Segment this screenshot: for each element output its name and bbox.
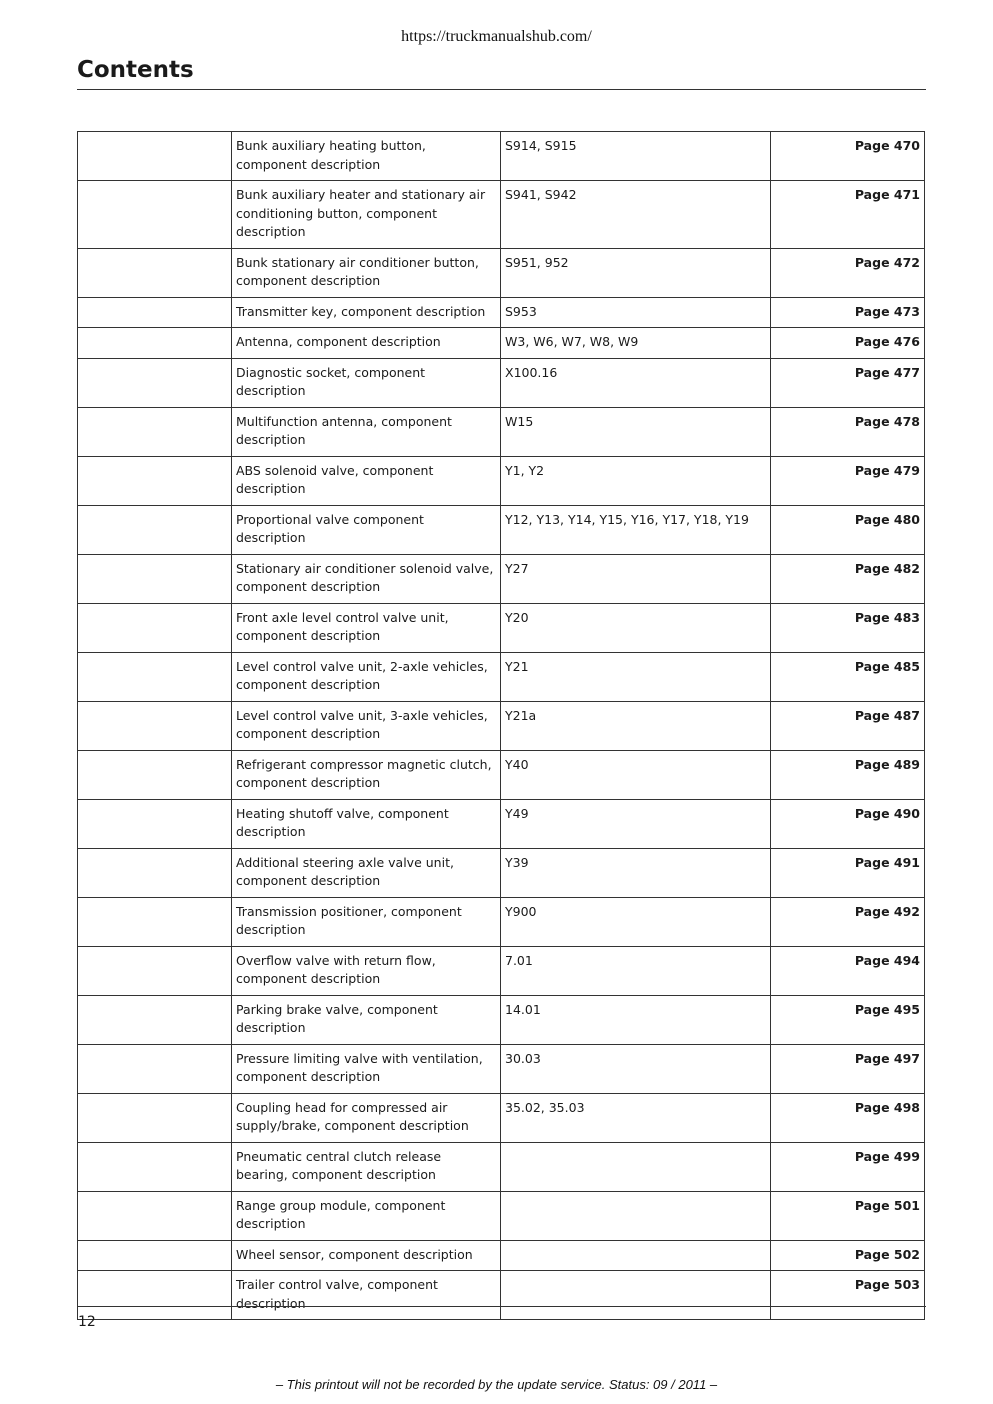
component-code-cell: W3, W6, W7, W8, W9	[501, 328, 771, 359]
page-reference-link[interactable]: Page 472	[771, 248, 925, 297]
component-code-cell	[501, 1142, 771, 1191]
table-row	[78, 946, 925, 995]
component-code-cell: 35.02, 35.03	[501, 1093, 771, 1142]
table-row	[78, 358, 925, 407]
page-reference-link[interactable]: Page 501	[771, 1191, 925, 1240]
table-row	[78, 456, 925, 505]
table-row	[78, 1142, 925, 1191]
page-reference-link[interactable]: Page 489	[771, 750, 925, 799]
table-row	[78, 1240, 925, 1271]
blank-cell	[78, 505, 232, 554]
table-row	[78, 750, 925, 799]
table-row	[78, 603, 925, 652]
component-code-cell: S953	[501, 297, 771, 328]
page-reference-link[interactable]: Page 470	[771, 132, 925, 181]
component-code-cell: 14.01	[501, 995, 771, 1044]
description-cell: Range group module, component description	[232, 1191, 501, 1240]
table-row	[78, 554, 925, 603]
page-reference-link[interactable]: Page 476	[771, 328, 925, 359]
description-cell: Bunk stationary air conditioner button, component description	[232, 248, 501, 297]
page-reference-link[interactable]: Page 477	[771, 358, 925, 407]
page-reference-link[interactable]: Page 478	[771, 407, 925, 456]
blank-cell	[78, 750, 232, 799]
table-row	[78, 248, 925, 297]
blank-cell	[78, 1044, 232, 1093]
component-code-cell: Y20	[501, 603, 771, 652]
description-cell: Level control valve unit, 3-axle vehicles, component description	[232, 701, 501, 750]
component-code-cell: Y40	[501, 750, 771, 799]
description-cell: Level control valve unit, 2-axle vehicles, component description	[232, 652, 501, 701]
component-code-cell: S941, S942	[501, 181, 771, 249]
blank-cell	[78, 248, 232, 297]
table-row	[78, 505, 925, 554]
description-cell: Refrigerant compressor magnetic clutch, component description	[232, 750, 501, 799]
component-code-cell: Y27	[501, 554, 771, 603]
page-reference-link[interactable]: Page 487	[771, 701, 925, 750]
component-code-cell: Y900	[501, 897, 771, 946]
description-cell: ABS solenoid valve, component description	[232, 456, 501, 505]
table-row	[78, 1093, 925, 1142]
page-reference-link[interactable]: Page 479	[771, 456, 925, 505]
page-number: 12	[78, 1314, 96, 1330]
table-row	[78, 848, 925, 897]
contents-table-body	[78, 132, 925, 1320]
component-code-cell: Y12, Y13, Y14, Y15, Y16, Y17, Y18, Y19	[501, 505, 771, 554]
blank-cell	[78, 848, 232, 897]
page-reference-link[interactable]: Page 497	[771, 1044, 925, 1093]
component-code-cell: Y49	[501, 799, 771, 848]
table-row	[78, 897, 925, 946]
component-code-cell: Y21	[501, 652, 771, 701]
blank-cell	[78, 181, 232, 249]
page-reference-link[interactable]: Page 483	[771, 603, 925, 652]
table-row	[78, 652, 925, 701]
page-reference-link[interactable]: Page 491	[771, 848, 925, 897]
table-row	[78, 1271, 925, 1320]
blank-cell	[78, 456, 232, 505]
description-cell: Parking brake valve, component description	[232, 995, 501, 1044]
description-cell: Pressure limiting valve with ventilation, component description	[232, 1044, 501, 1093]
table-row	[78, 297, 925, 328]
blank-cell	[78, 946, 232, 995]
blank-cell	[78, 1240, 232, 1271]
component-code-cell: Y1, Y2	[501, 456, 771, 505]
source-url: https://truckmanualshub.com/	[401, 28, 592, 45]
description-cell: Transmission positioner, component description	[232, 897, 501, 946]
blank-cell	[78, 1271, 232, 1320]
component-code-cell	[501, 1271, 771, 1320]
description-cell: Trailer control valve, component description	[232, 1271, 501, 1320]
blank-cell	[78, 701, 232, 750]
description-cell: Heating shutoff valve, component description	[232, 799, 501, 848]
blank-cell	[78, 995, 232, 1044]
description-cell: Bunk auxiliary heating button, component description	[232, 132, 501, 181]
blank-cell	[78, 554, 232, 603]
blank-cell	[78, 358, 232, 407]
component-code-cell	[501, 1191, 771, 1240]
page-reference-link[interactable]: Page 473	[771, 297, 925, 328]
description-cell: Multifunction antenna, component description	[232, 407, 501, 456]
table-row	[78, 407, 925, 456]
page-reference-link[interactable]: Page 499	[771, 1142, 925, 1191]
component-code-cell: W15	[501, 407, 771, 456]
page-reference-link[interactable]: Page 492	[771, 897, 925, 946]
blank-cell	[78, 407, 232, 456]
component-code-cell: Y39	[501, 848, 771, 897]
page-reference-link[interactable]: Page 480	[771, 505, 925, 554]
header-divider	[77, 89, 926, 90]
update-service-notice: – This printout will not be recorded by the update service. Status: 09 / 2011 –	[275, 1377, 718, 1392]
table-row	[78, 995, 925, 1044]
blank-cell	[78, 1191, 232, 1240]
description-cell: Wheel sensor, component description	[232, 1240, 501, 1271]
description-cell: Stationary air conditioner solenoid valve, component description	[232, 554, 501, 603]
component-code-cell: X100.16	[501, 358, 771, 407]
table-row	[78, 1044, 925, 1093]
description-cell: Proportional valve component description	[232, 505, 501, 554]
blank-cell	[78, 1142, 232, 1191]
table-row	[78, 181, 925, 249]
blank-cell	[78, 897, 232, 946]
component-code-cell: Y21a	[501, 701, 771, 750]
page-reference-link[interactable]: Page 498	[771, 1093, 925, 1142]
contents-table	[77, 131, 925, 1320]
footer-divider	[77, 1306, 926, 1307]
blank-cell	[78, 799, 232, 848]
component-code-cell: 30.03	[501, 1044, 771, 1093]
blank-cell	[78, 297, 232, 328]
page-reference-link[interactable]: Page 490	[771, 799, 925, 848]
component-code-cell	[501, 1240, 771, 1271]
page-reference-link[interactable]: Page 494	[771, 946, 925, 995]
description-cell: Transmitter key, component description	[232, 297, 501, 328]
description-cell: Front axle level control valve unit, component description	[232, 603, 501, 652]
blank-cell	[78, 328, 232, 359]
blank-cell	[78, 132, 232, 181]
description-cell: Additional steering axle valve unit, component description	[232, 848, 501, 897]
table-row	[78, 701, 925, 750]
page-reference-link[interactable]: Page 482	[771, 554, 925, 603]
component-code-cell: S914, S915	[501, 132, 771, 181]
page-reference-link[interactable]: Page 495	[771, 995, 925, 1044]
blank-cell	[78, 603, 232, 652]
description-cell: Overflow valve with return flow, component description	[232, 946, 501, 995]
description-cell: Coupling head for compressed air supply/brake, component description	[232, 1093, 501, 1142]
description-cell: Diagnostic socket, component description	[232, 358, 501, 407]
component-code-cell: S951, 952	[501, 248, 771, 297]
page-reference-link[interactable]: Page 485	[771, 652, 925, 701]
page-reference-link[interactable]: Page 471	[771, 181, 925, 249]
table-row	[78, 1191, 925, 1240]
blank-cell	[78, 1093, 232, 1142]
table-row	[78, 328, 925, 359]
page-reference-link[interactable]: Page 502	[771, 1240, 925, 1271]
table-row	[78, 132, 925, 181]
blank-cell	[78, 652, 232, 701]
description-cell: Pneumatic central clutch release bearing, component description	[232, 1142, 501, 1191]
table-row	[78, 799, 925, 848]
component-code-cell: 7.01	[501, 946, 771, 995]
page-reference-link[interactable]: Page 503	[771, 1271, 925, 1320]
description-cell: Bunk auxiliary heater and stationary air conditioning button, component description	[232, 181, 501, 249]
page-title: Contents	[77, 57, 194, 83]
description-cell: Antenna, component description	[232, 328, 501, 359]
